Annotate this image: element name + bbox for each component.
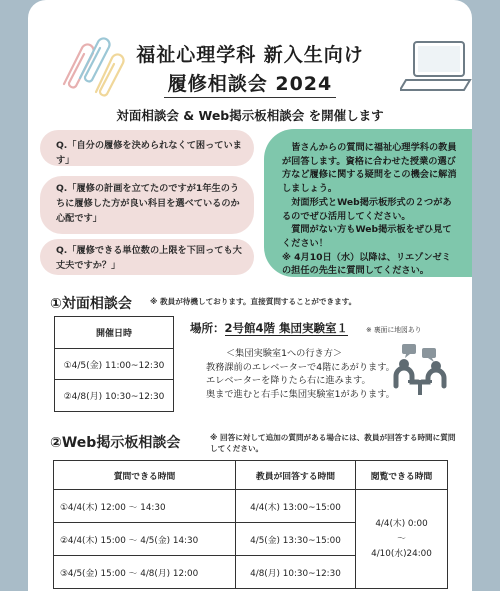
answer-text-3: 質問がない方もWeb掲示板をぜひ見てください！ [282, 224, 452, 249]
route-directions [206, 347, 395, 402]
column-header: 質問できる時間 [54, 461, 236, 490]
table-row [54, 490, 448, 523]
column-header: 教員が回答する時間 [236, 461, 356, 490]
view-separator: ～ [397, 533, 406, 544]
place-value: 2号館4階 集団実験室１ [224, 321, 349, 335]
view-from: 4/4(木) 0:00 [375, 518, 428, 529]
answer-bubble [264, 129, 472, 277]
answer-text-2: 対面形式とWeb掲示板形式の２つがあるのでぜひ活用してください。 [282, 196, 452, 222]
web-board-table [53, 460, 448, 589]
question-bubble-2: Q.「履修の計画を立てたのですが1年生のうちに履修した方が良い科目を選べているのか心配です」 [40, 176, 254, 234]
view-to: 4/10(水)24:00 [371, 548, 432, 559]
table-cell: ③4/5(金) 15:00 ～ 4/8(月) 12:00 [54, 556, 236, 589]
route-line: エレベーターを降りたら右に進みます。 [206, 375, 371, 387]
section1-heading: ①対面相談会 [50, 296, 132, 312]
table-cell: ②4/4(木) 15:00 ～ 4/5(金) 14:30 [54, 523, 236, 556]
view-period-cell [356, 490, 448, 589]
map-note: ※ 裏面に地図あり [366, 326, 422, 334]
flyer-sheet [28, 0, 472, 591]
table-cell: ①4/4(木) 12:00 ～ 14:30 [54, 490, 236, 523]
route-line: 奥まで進むと右手に集団実験室1があります。 [206, 389, 395, 401]
question-bubble-3: Q.「履修できる単位数の上限を下回っても大丈夫ですか？」 [40, 239, 254, 275]
schedule-row: ①4/5(金) 11:00~12:30 [55, 349, 173, 380]
answer-text-1: 皆さんからの質問に福祉心理学科の教員が回答します。資格に合わせた授業の選び方など履修に関する疑問をこの機会に解消しましょう。 [282, 142, 457, 195]
page-title: 福祉心理学科 新入生向け [136, 44, 364, 66]
meeting-icon [392, 342, 448, 398]
answer-text-4: ※ 4月10日（水）以降は、リエゾンゼミの担任の先生に質問してください。 [282, 251, 451, 277]
page-subtitle: 対面相談会 & Web掲示板相談会 を開催します [116, 108, 384, 123]
section2-note: ※ 回答に対して追加の質問がある場合には、教員が回答する時間に質問してください。 [210, 433, 456, 453]
page-title-2: 履修相談会 2024 [28, 69, 472, 96]
question-bubble-1: Q.「自分の履修を決められなくて困っています」 [40, 130, 254, 166]
section1-note: ※ 教員が待機しております。直接質問することができます。 [150, 297, 357, 306]
table-cell: 4/8(月) 10:30~12:30 [236, 556, 356, 589]
schedule-row: ②4/8(月) 10:30~12:30 [63, 392, 165, 402]
schedule-table-header: 開催日時 [55, 317, 173, 349]
table-cell: 4/5(金) 13:30~15:00 [236, 523, 356, 556]
schedule-table [54, 316, 174, 412]
table-cell: 4/4(木) 13:00~15:00 [236, 490, 356, 523]
place-label: 場所：2号館4階 集団実験室１ [190, 321, 349, 335]
route-line: 教務課前のエレベーターで4階にあがります。 [206, 361, 395, 373]
section2-heading: ②Web掲示板相談会 [50, 435, 181, 451]
route-heading: ＜集団実験室1への行き方＞ [226, 348, 343, 359]
column-header: 閲覧できる時間 [356, 461, 448, 490]
